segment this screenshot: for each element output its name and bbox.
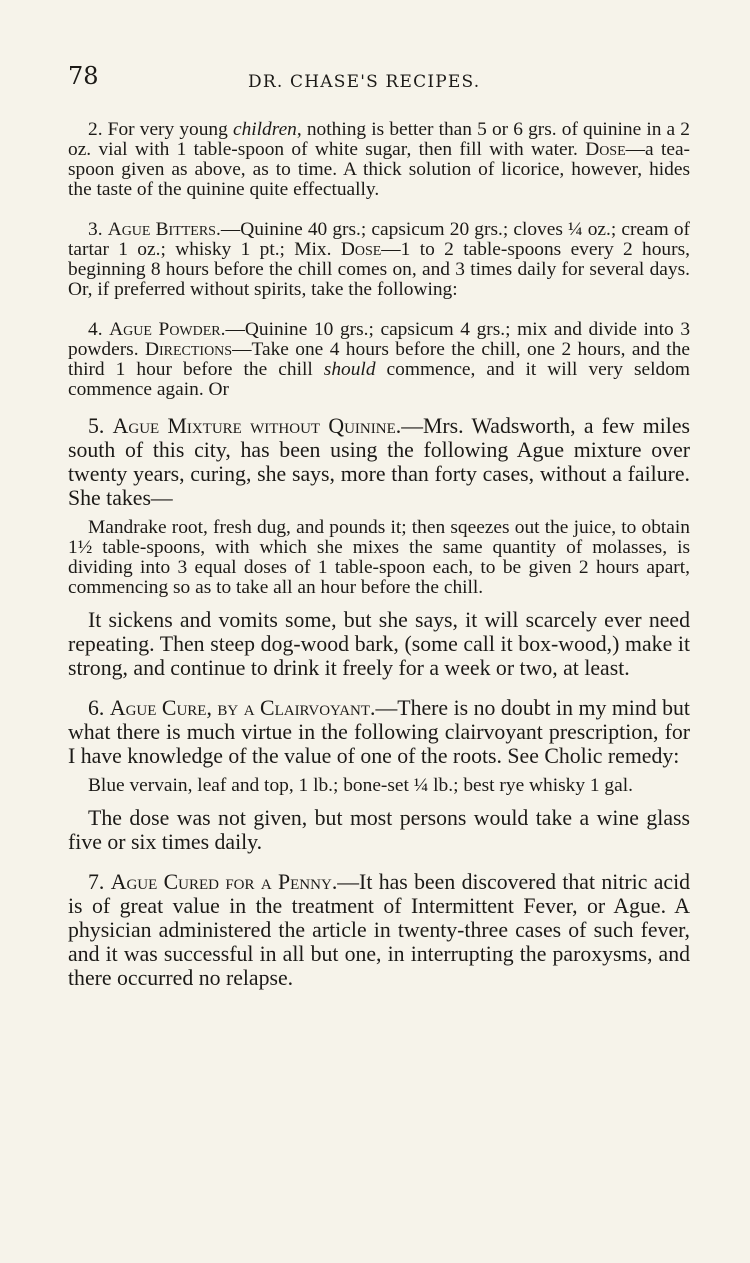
recipe-paragraph-5-note: It sickens and vomits some, but she says, it will scarcely ever need repeating. Then steep dog-wood bark, (some call it box-wood,) make it strong, and continue to drink it freely for a week or two, at least. [68,608,690,680]
recipe-title: Ague Mixture without Quinine [112,414,396,438]
recipe-paragraph-2: 2. For very young children, nothing is better than 5 or 6 grs. of quinine in a 2 oz. vial with 1 table-spoon of white sugar, then fill with water. Dose—a tea-spoon given as above, as to time. A thick solution of licorice, however, hides the taste of the quinine quite effectually. [68,119,691,200]
recipe-title: Ague Cured for a Penny [110,870,332,894]
page-content [68,120,690,990]
recipe-paragraph-3: 3. Ague Bitters.—Quinine 40 grs.; capsicum 20 grs.; cloves ¼ oz.; cream of tartar 1 oz.; whisky 1 pt.; Mix. Dose—1 to 2 table-spoons every 2 hours, beginning 8 hours before the chill comes on, and 3 times daily for several days. Or, if preferred without spirits, take the following: [68,219,691,300]
page-header [68,62,694,94]
recipe-paragraph-5-ingredients: Mandrake root, fresh dug, and pounds it; then sqeezes out the juice, to obtain 1½ table-spoons, with which she mixes the same quantity of molasses, is dividing into 3 equal doses of 1 table-spoon each, to be given 2 hours apart, commencing so as to take all an hour before the chill. [68,517,690,598]
recipe-title: Ague Bitters [107,219,216,240]
recipe-title: Ague Cure, by a Clairvoyant [109,696,371,720]
recipe-paragraph-6: 6. Ague Cure, by a Clairvoyant.—There is no doubt in my mind but what there is much virtue in the following clairvoyant prescription, for I have knowledge of the value of one of the roots. See Cholic remedy: [68,696,690,768]
recipe-title: Ague Powder [109,319,221,340]
recipe-paragraph-5: 5. Ague Mixture without Quinine.—Mrs. Wadsworth, a few miles south of this city, has been using the following Ague mixture over twenty years, curing, she says, more than forty cases, without a failure. She takes— [68,414,691,510]
page-number: 78 [68,62,99,90]
recipe-paragraph-6-ingredients: Blue vervain, leaf and top, 1 lb.; bone-set ¼ lb.; best rye whisky 1 gal. [88,775,633,796]
recipe-paragraph-6-note: The dose was not given, but most persons would take a wine glass five or six times daily. [68,806,690,854]
recipe-paragraph-4: 4. Ague Powder.—Quinine 10 grs.; capsicum 4 grs.; mix and divide into 3 powders. Directions—Take one 4 hours before the chill, one 2 hours, and the third 1 hour before the chill should commence, and it will very seldom commence again. Or [68,319,691,400]
running-title: DR. CHASE'S RECIPES. [248,72,481,92]
recipe-paragraph-7: 7. Ague Cured for a Penny.—It has been discovered that nitric acid is of great value in the treatment of Intermittent Fever, or Ague. A physician administered the article in twenty-three cases of such fever, and it was successful in all but one, in interrupting the paroxysms, and there occurred no relapse. [68,870,691,990]
